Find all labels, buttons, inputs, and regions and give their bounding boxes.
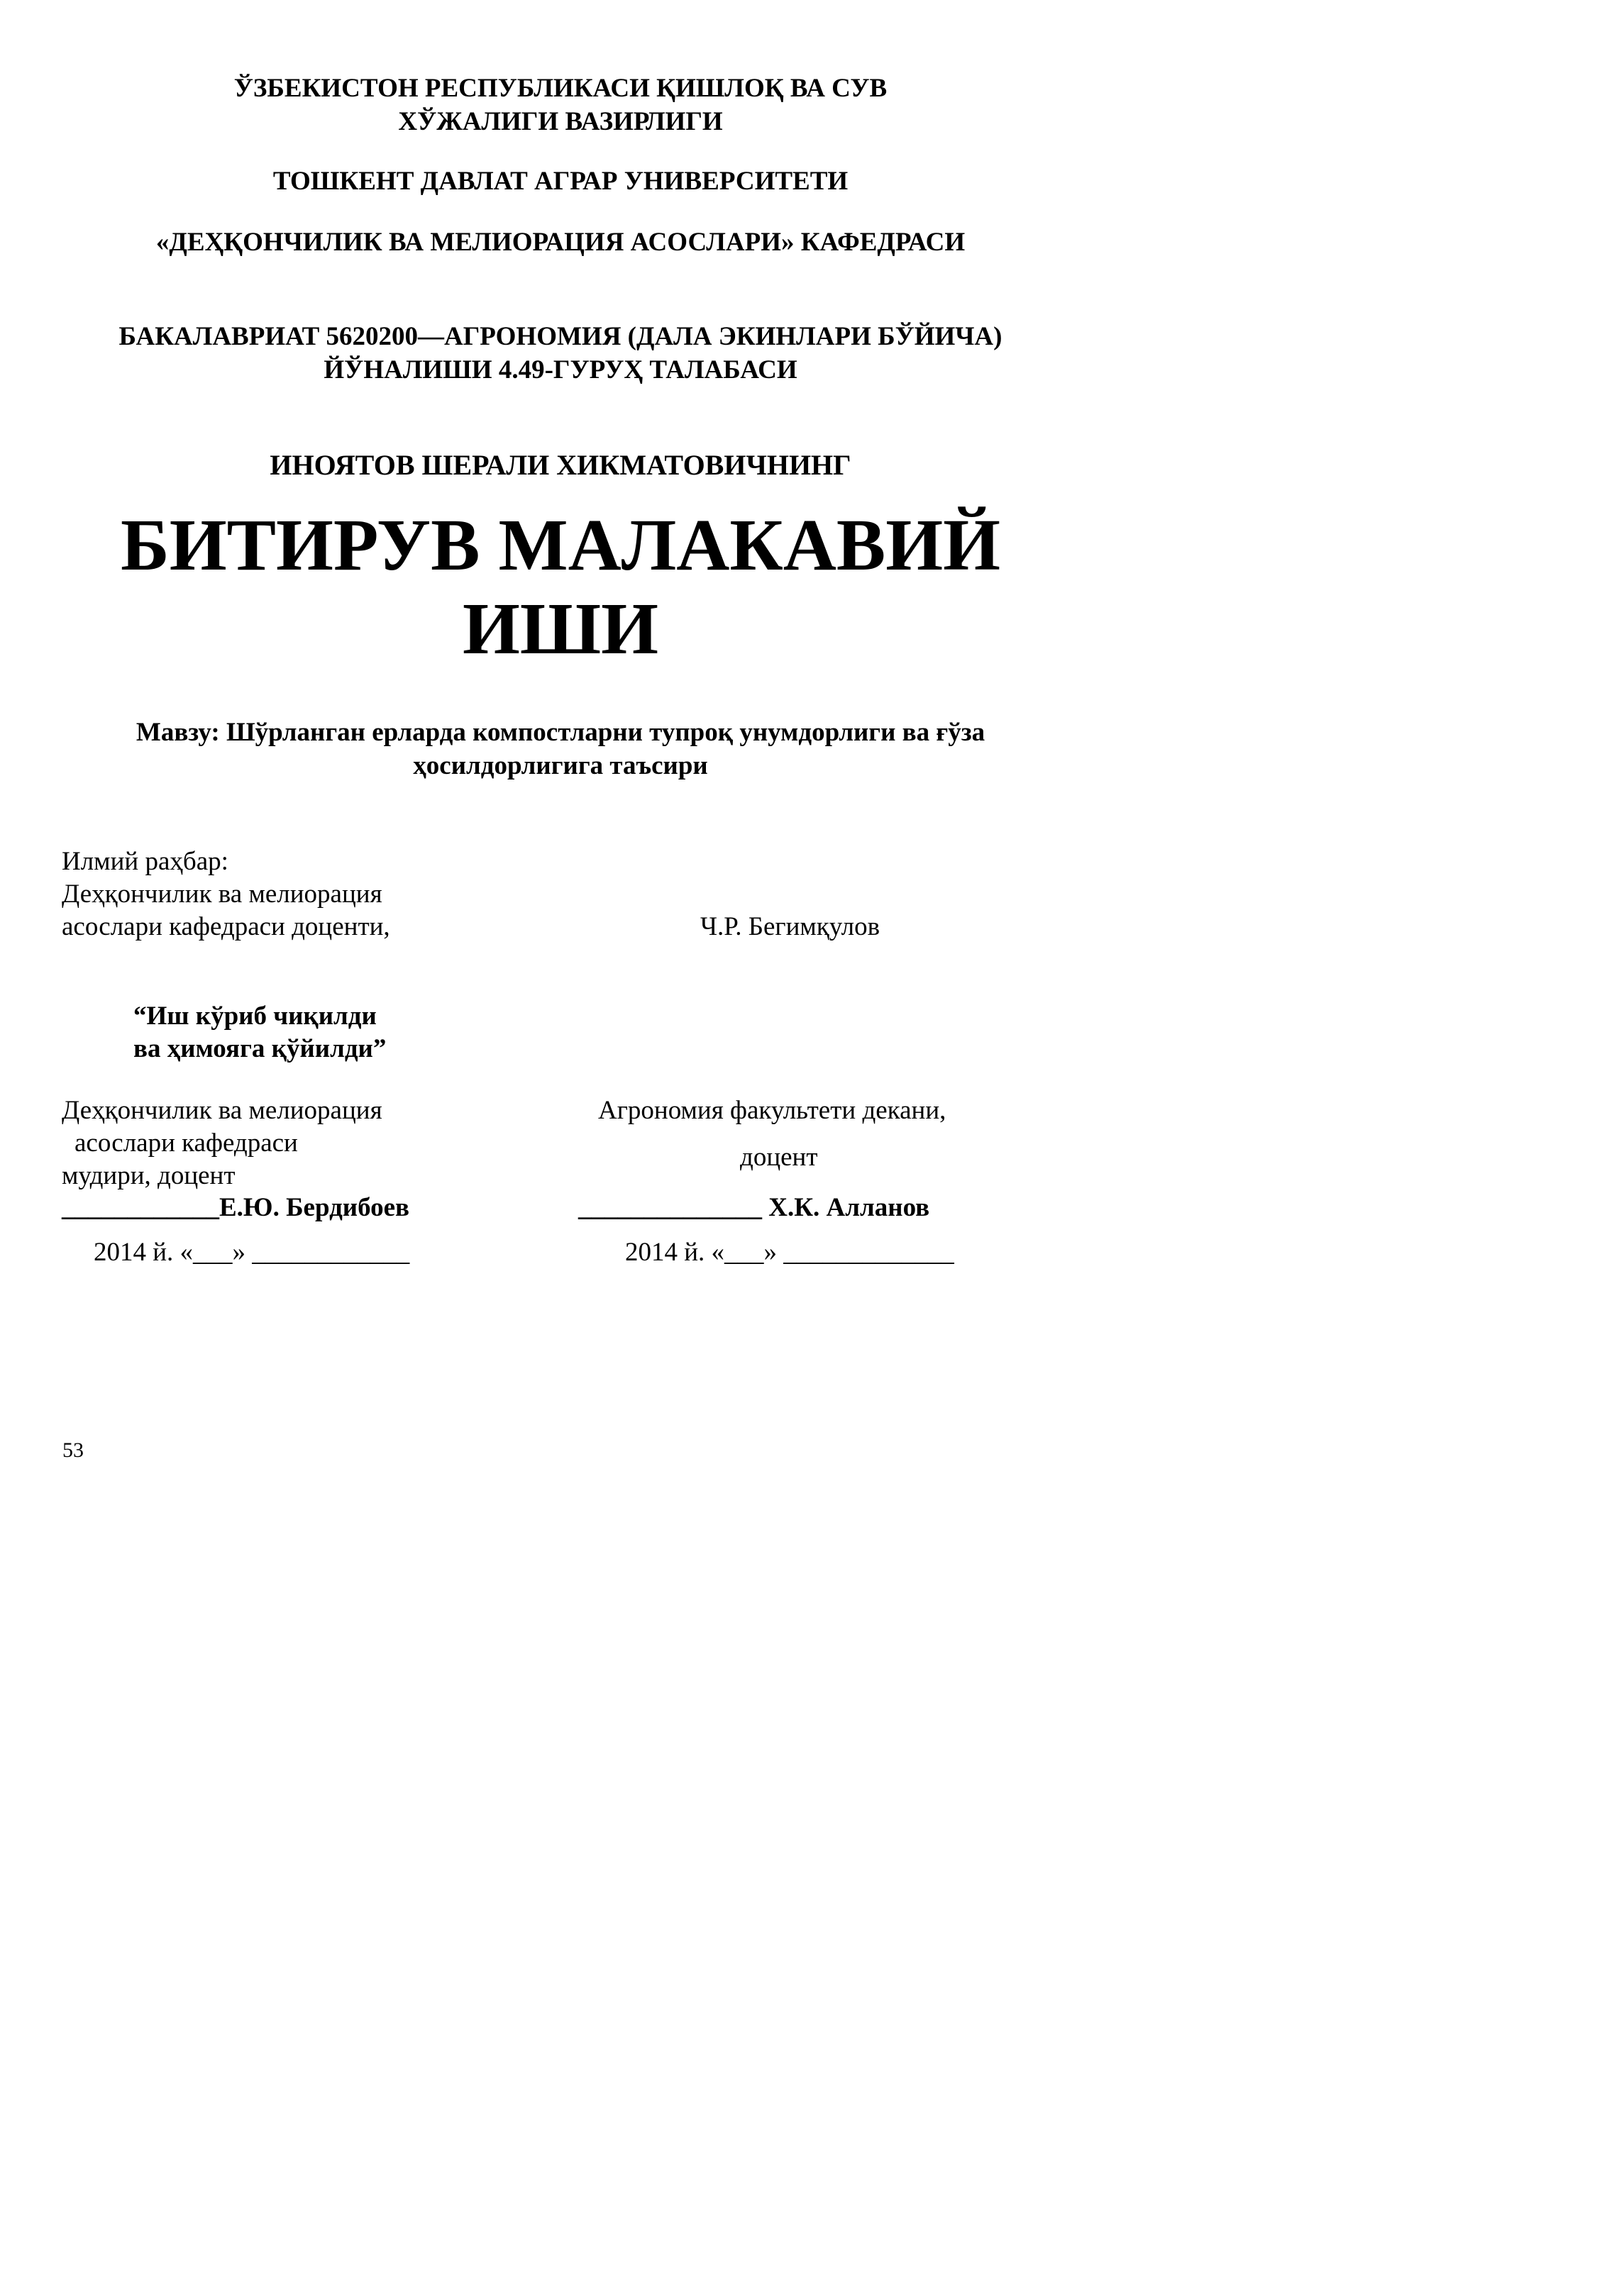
left-signature-line: ____________Е.Ю. Бердибоев [62, 1193, 410, 1222]
supervisor-title: Илмий раҳбар: [62, 847, 228, 876]
program-heading [0, 320, 1121, 387]
university-heading: ТОШКЕНТ ДАВЛАТ АГРАР УНИВЕРСИТЕТИ [272, 167, 849, 196]
work-title-line-2: ИШИ [463, 588, 658, 670]
supervisor-name: Ч.Р. Бегимқулов [700, 912, 880, 941]
ministry-line-2: ХЎЖАЛИГИ ВАЗИРЛИГИ [398, 107, 723, 136]
supervisor-department: Деҳқончилик ва мелиорация [62, 880, 382, 909]
left-signatory-line-2: асослари кафедраси [74, 1128, 298, 1158]
left-signatory-line-3: мудири, доцент [62, 1161, 236, 1190]
right-date-line: 2014 й. «___» _____________ [625, 1238, 954, 1267]
supervisor-position: асослари кафедраси доценти, [62, 912, 390, 941]
program-line-2: ЙЎНАЛИШИ 4.49-ГУРУҲ ТАЛАБАСИ [324, 355, 797, 384]
topic-label: Мавзу: [136, 718, 220, 747]
approval-line-1: “Иш кўриб чиқилди [133, 1002, 377, 1031]
topic-block [0, 716, 1121, 782]
department-heading: «ДЕҲҚОНЧИЛИК ВА МЕЛИОРАЦИЯ АСОСЛАРИ» КАФЕДРАСИ [155, 228, 966, 257]
approval-line-2: ва ҳимояга қўйилди” [133, 1034, 387, 1063]
page-number: 53 [62, 1438, 84, 1462]
program-line-1: БАКАЛАВРИАТ 5620200—АГРОНОМИЯ (ДАЛА ЭКИНЛАРИ БЎЙИЧА) [118, 322, 1002, 351]
right-signatory-line-2: доцент [740, 1143, 818, 1172]
right-signatory-line-1: Агрономия факультети декани, [598, 1096, 946, 1125]
topic-text-1: Шўрланган ерларда компостларни тупроқ унумдорлиги ва ғўза [226, 718, 985, 747]
ministry-line-1: ЎЗБЕКИСТОН РЕСПУБЛИКАСИ ҚИШЛОҚ ВА СУВ [233, 74, 888, 103]
ministry-heading [0, 72, 1121, 138]
student-name: ИНОЯТОВ ШЕРАЛИ ХИКМАТОВИЧНИНГ [270, 449, 851, 481]
topic-line-2: ҳосилдорлигига таъсири [413, 751, 708, 780]
work-title-line-1: БИТИРУВ МАЛАКАВИЙ [120, 504, 1001, 586]
approval-note [133, 1000, 386, 1065]
right-signature-line: ______________ Х.К. Алланов [578, 1193, 930, 1222]
work-title [0, 504, 1121, 671]
left-signatory-line-1: Деҳқончилик ва мелиорация [62, 1096, 382, 1125]
left-date-line: 2014 й. «___» ____________ [94, 1238, 410, 1267]
supervisor-block [62, 845, 390, 943]
topic-line-1 [0, 716, 1121, 749]
